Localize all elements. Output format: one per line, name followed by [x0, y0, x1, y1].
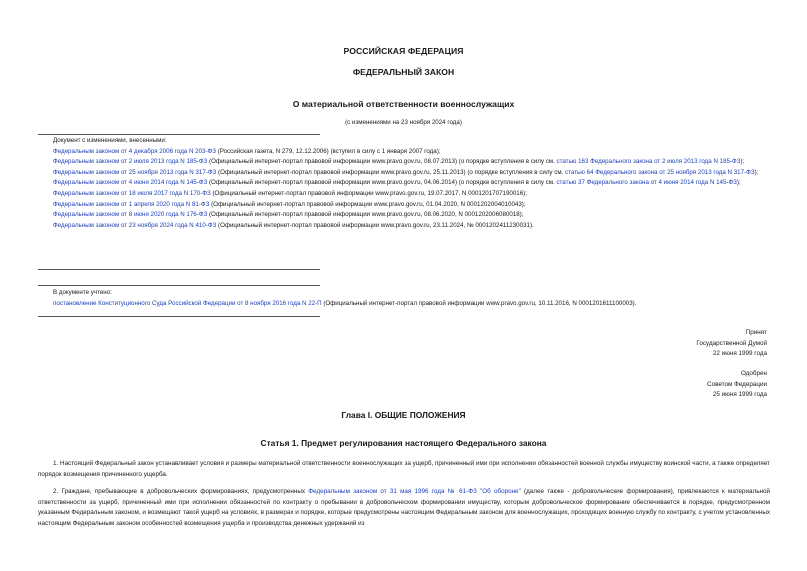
amendment-item: Федеральным законом от 8 июня 2020 года N 176-ФЗ (Официальный интернет-портал правовой информации www.pravo.gov.ru, 08.06.2020, N 0001202006080018);: [53, 211, 524, 219]
amendment-link[interactable]: Федеральным законом от 4 июня 2014 года N 145-ФЗ: [53, 179, 208, 187]
article-body: [38, 459, 770, 537]
amendment-item: Федеральным законом от 2 июля 2013 года N 185-ФЗ (Официальный интернет-портал правовой информации www.pravo.gov.ru, 08.07.2013) (о порядке вступления в силу см. статью 163 Федерального закона от 2 июля 2013 года N 185-ФЗ);: [53, 158, 745, 166]
defense-law-link[interactable]: Федеральным законом от 31 мая 1996 года № 61-ФЗ "Об обороне": [308, 488, 521, 496]
amendments-intro: Документ с изменениями, внесенными:: [53, 137, 167, 144]
adoption-accepted: Принят Государственной Думой 22 июня 1999 года: [696, 329, 767, 357]
amendment-article-link[interactable]: статью 37 Федерального закона от 4 июня 2014 года N 145-ФЗ: [556, 179, 737, 187]
country-heading: РОССИЙСКАЯ ФЕДЕРАЦИЯ: [343, 46, 464, 56]
amendment-item: Федеральным законом от 4 июня 2014 года N 145-ФЗ (Официальный интернет-портал правовой информации www.pravo.gov.ru, 04.06.2014) (о порядке вступления в силу см. статью 37 Федерального закона от 4 июня 2014 года N 145-ФЗ);: [53, 179, 741, 187]
accounted-intro: В документе учтено:: [53, 289, 112, 296]
amendment-link[interactable]: Федеральным законом от 23 ноября 2024 года N 410-ФЗ: [53, 221, 217, 229]
amendment-link[interactable]: Федеральным законом от 25 ноября 2013 года N 317-ФЗ: [53, 168, 217, 176]
law-title: О материальной ответственности военнослужащих: [292, 99, 515, 109]
divider: [38, 134, 320, 135]
amendment-item: Федеральным законом от 23 ноября 2024 года N 410-ФЗ (Официальный интернет-портал правовой информации www.pravo.gov.ru, 23.11.2024, № 0001202411230031).: [53, 221, 534, 229]
amendment-item: Федеральным законом от 18 июля 2017 года N 170-ФЗ (Официальный интернет-портал правовой информации www.pravo.gov.ru, 19.07.2017, N 0001201707190016);: [53, 189, 527, 197]
amendment-item: Федеральным законом от 4 декабря 2006 года N 203-ФЗ (Российская газета, N 279, 12.12.2006) (вступил в силу с 1 января 2007 года);: [53, 147, 441, 155]
amendment-link[interactable]: Федеральным законом от 1 апреля 2020 года N 81-ФЗ: [53, 200, 210, 208]
amendment-link[interactable]: Федеральным законом от 18 июля 2017 года N 170-ФЗ: [53, 189, 211, 197]
paragraph-1: 1. Настоящий Федеральный закон устанавливает условия и размеры материальной ответственности военнослужащих за ущерб, причиненный ими при исполнении обязанностей военной службы имуществу воинской части, а также определяет порядок возмещения причиненного ущерба.: [38, 460, 770, 478]
amendment-link[interactable]: Федеральным законом от 4 декабря 2006 года N 203-ФЗ: [53, 147, 216, 155]
adoption-approved: Одобрен Советом Федерации 25 июня 1999 года: [707, 370, 767, 398]
accounted-item: постановление Конституционного Суда Российской Федерации от 8 ноября 2016 года N 22-П (Официальный интернет-портал правовой информации www.pravo.gov.ru, 10.11.2016, N 0001201611100003).: [53, 299, 637, 307]
amendment-link[interactable]: Федеральным законом от 2 июля 2013 года N 185-ФЗ: [53, 158, 208, 166]
article-heading: Статья 1. Предмет регулирования настоящего Федерального закона: [260, 438, 547, 448]
divider: [38, 285, 320, 286]
accounted-block: [38, 288, 770, 309]
amendments-block: [38, 136, 770, 231]
changes-note: (с изменениями на 23 ноября 2024 года): [345, 119, 462, 126]
accounted-link[interactable]: постановление Конституционного Суда Российской Федерации от 8 ноября 2016 года N 22-П: [53, 299, 322, 307]
amendment-item: Федеральным законом от 1 апреля 2020 года N 81-ФЗ (Официальный интернет-портал правовой информации www.pravo.gov.ru, 01.04.2020, N 0001202004010043);: [53, 200, 526, 208]
law-type-heading: ФЕДЕРАЛЬНЫЙ ЗАКОН: [352, 67, 455, 77]
amendment-article-link[interactable]: статью 64 Федерального закона от 25 ноября 2013 года N 317-ФЗ: [565, 168, 755, 176]
amendment-link[interactable]: Федеральным законом от 8 июня 2020 года N 176-ФЗ: [53, 211, 208, 219]
paragraph-2: 2. Граждане, пребывающие в добровольческих формированиях, предусмотренных Федеральным законом от 31 мая 1996 года № 61-ФЗ "Об обороне" (далее также - добровольческие формирования), привлекаются к материальной ответственности за ущерб, причиненный ими при исполнении обязанностей по контракту о пребывании в добровольческом формировании имуществу, которым добровольческое формирование обеспечивается в порядке, предусмотренном указанным Федеральным законом, и возмещают такой ущерб на условиях, в размерах и порядке, которые предусмотрены настоящим Федеральным законом для военнослужащих, проходящих военную службу по контракту, с учетом установленных настоящим Федеральным законом особенностей возмещения ущерба и производства денежных удержаний из: [38, 488, 771, 527]
amendment-article-link[interactable]: статью 163 Федерального закона от 2 июля 2013 года N 185-ФЗ: [556, 158, 741, 166]
divider: [38, 316, 320, 317]
amendment-item: Федеральным законом от 25 ноября 2013 года N 317-ФЗ (Официальный интернет-портал правовой информации www.pravo.gov.ru, 25.11.2013) (о порядке вступления в силу см. статью 64 Федерального закона от 25 ноября 2013 года N 317-ФЗ);: [53, 168, 759, 176]
divider: [38, 269, 320, 270]
chapter-heading: Глава I. ОБЩИЕ ПОЛОЖЕНИЯ: [341, 410, 466, 420]
